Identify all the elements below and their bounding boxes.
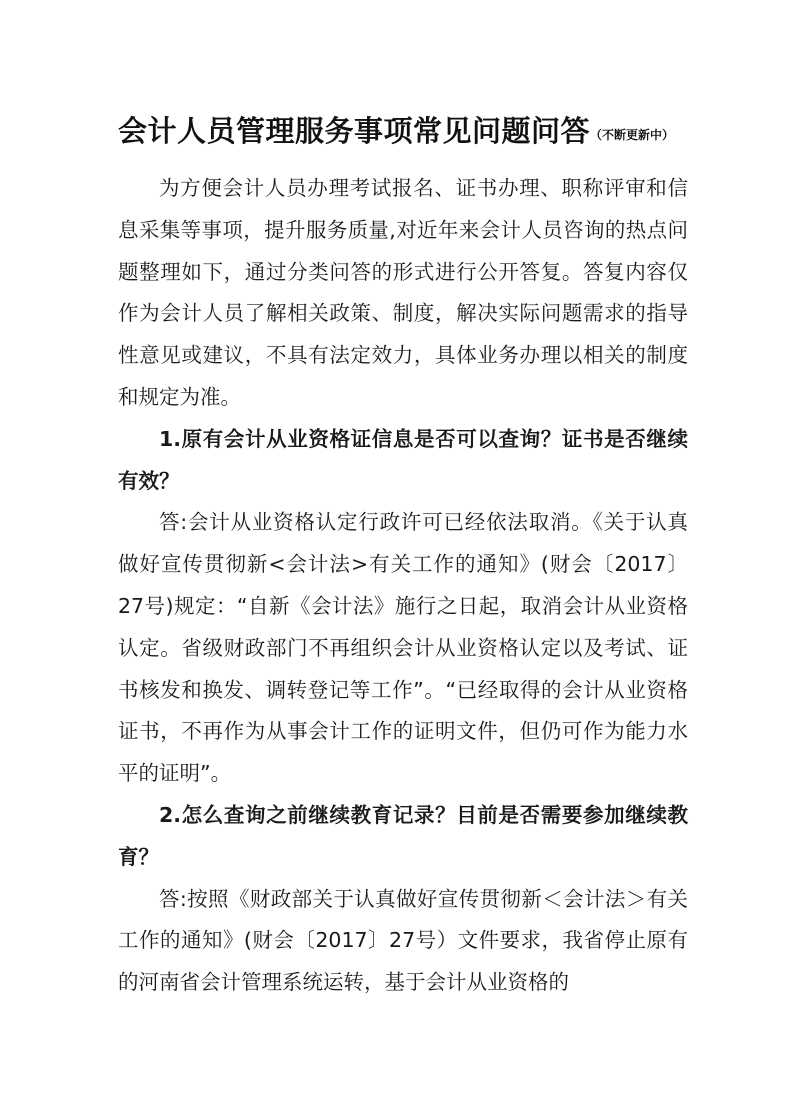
document-body	[118, 168, 688, 1004]
intro-paragraph: 为方便会计人员办理考试报名、证书办理、职称评审和信息采集等事项，提升服务质量,对近年来会计人员咨询的热点问题整理如下，通过分类问答的形式进行公开答复。答复内容仅作为会计人员了解相关政策、制度，解决实际问题需求的指导性意见或建议，不具有法定效力，具体业务办理以相关的制度和规定为准。	[118, 176, 688, 409]
question-2: 2.怎么查询之前继续教育记录？目前是否需要参加继续教育？	[118, 802, 688, 869]
answer-1: 答:会计从业资格认定行政许可已经依法取消。《关于认真做好宣传贯彻新<会计法>有关工作的通知》(财会〔2017〕27号)规定：“自新《会计法》施行之日起，取消会计从业资格认定。省级财政部门不再组织会计从业资格认定以及考试、证书核发和换发、调转登记等工作”。“已经取得的会计从业资格证书，不再作为从事会计工作的证明文件，但仍可作为能力水平的证明”。	[118, 510, 688, 786]
title-text: 会计人员管理服务事项常见问题问答	[118, 114, 591, 149]
question-1: 1.原有会计从业资格证信息是否可以查询？证书是否继续有效？	[118, 426, 688, 493]
title-note: （不断更新中）	[590, 128, 675, 143]
answer-2: 答:按照《财政部关于认真做好宣传贯彻新＜会计法＞有关工作的通知》(财会〔2017〕27号）文件要求，我省停止原有的河南省会计管理系统运转，基于会计从业资格的	[118, 886, 688, 995]
page-title	[118, 111, 738, 155]
